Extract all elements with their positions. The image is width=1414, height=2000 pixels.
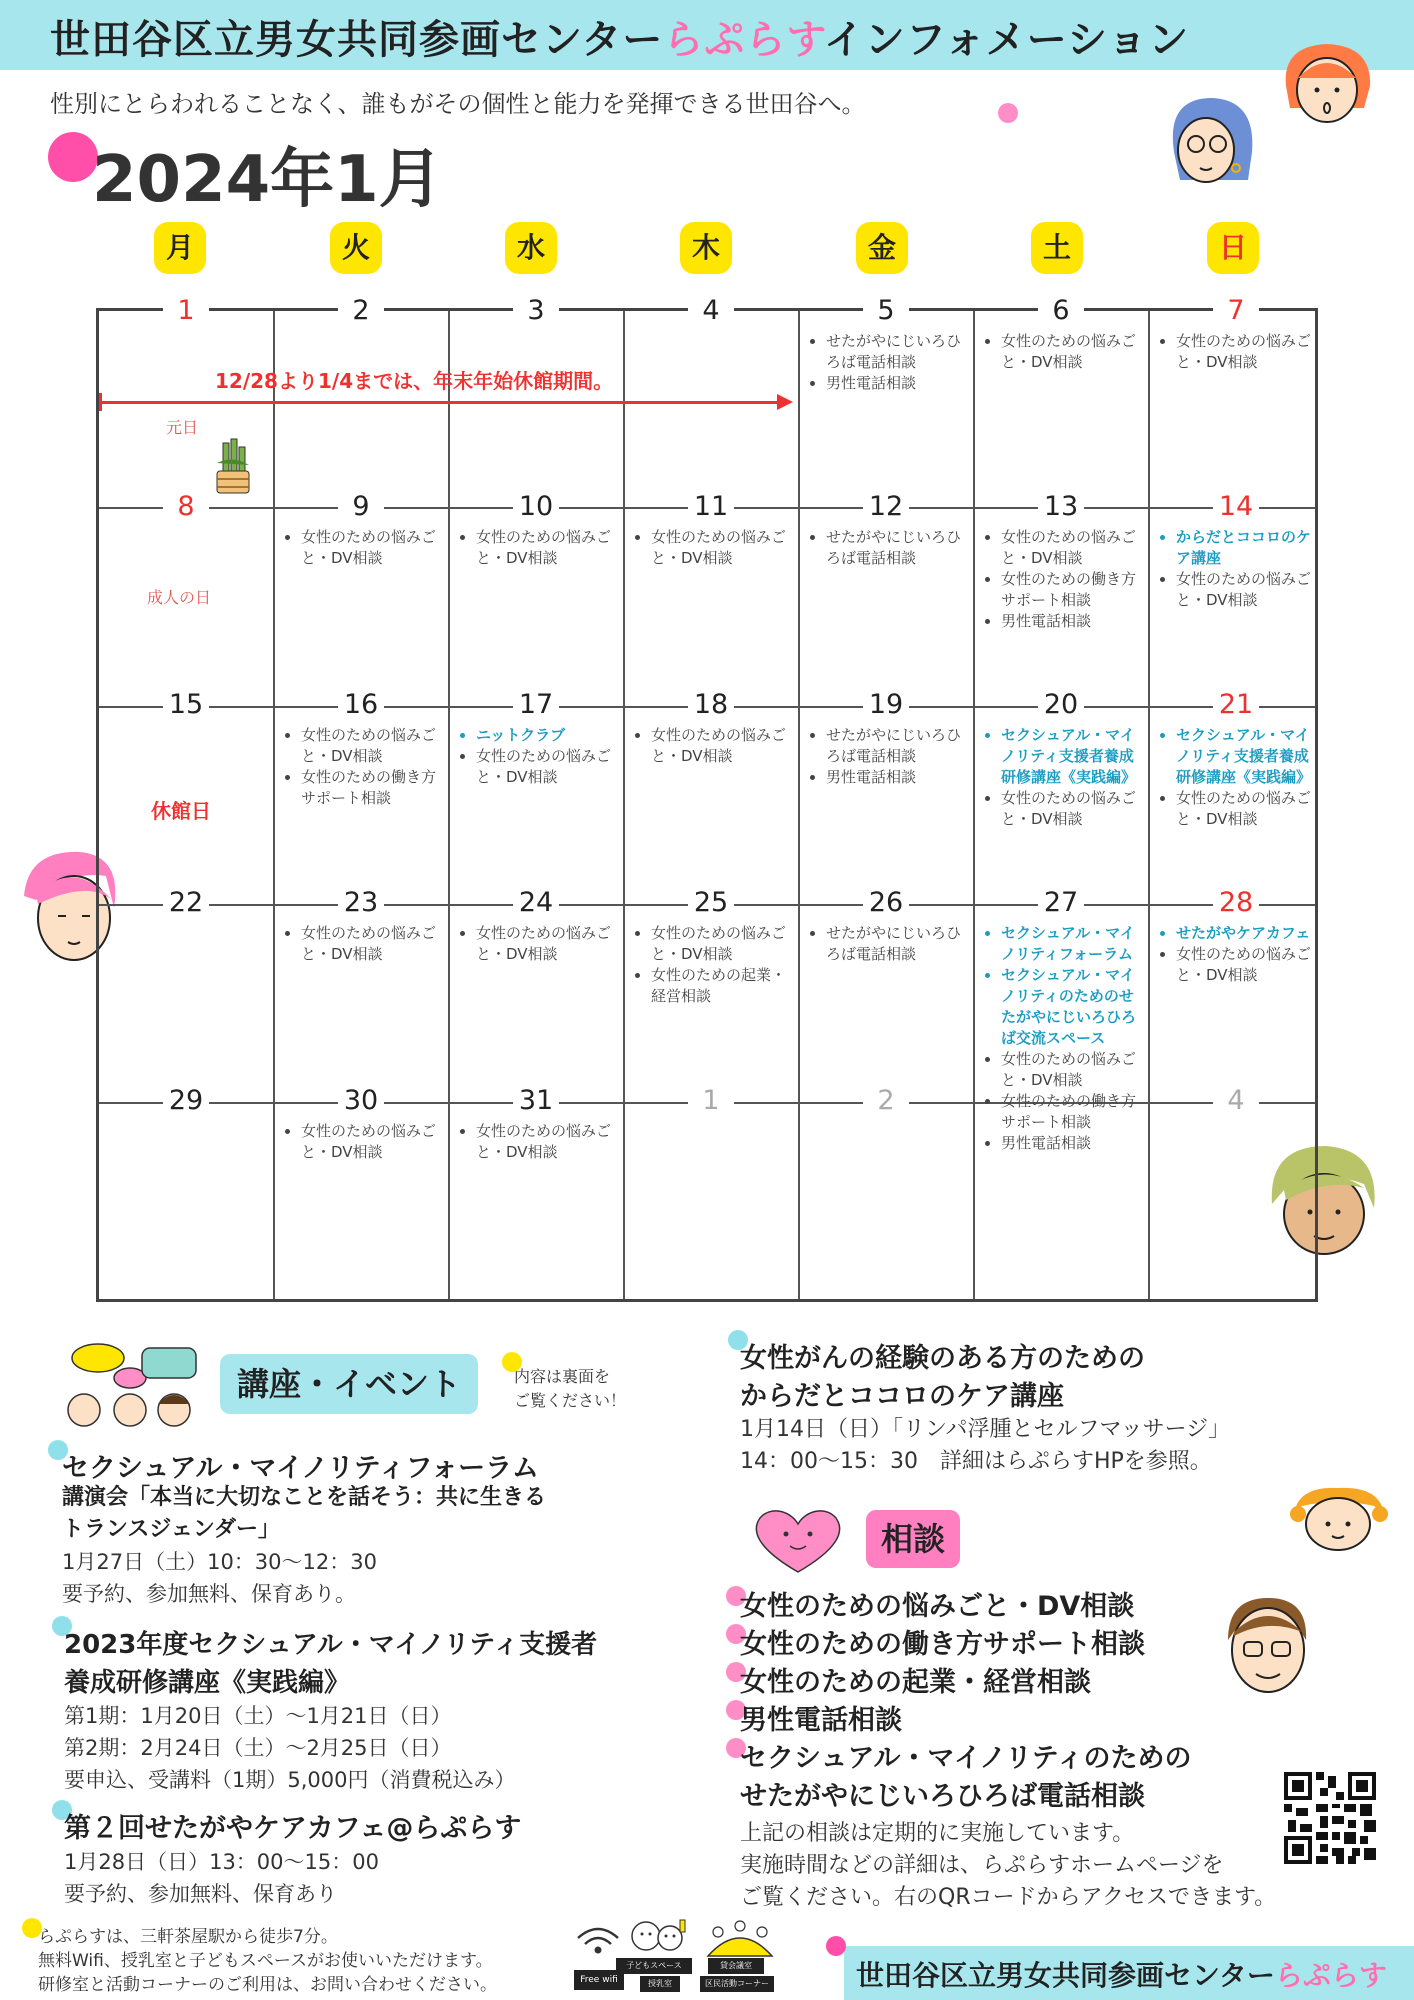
speech-bubbles-icon — [64, 1342, 204, 1432]
cell-events-21: • セクシュアル・マイノリティ支援者養成研修講座《実践編》 • 女性のための悩みごと・DV相談 — [1159, 725, 1317, 830]
event-2-line-2: 第2期：2月24日（土）～2月25日（日） — [64, 1736, 452, 1760]
face-brown-hair-glasses-icon — [1222, 1594, 1312, 1698]
date-feb-2: 2 — [863, 1085, 909, 1117]
consult-item-6: せたがやにじいろひろば電話相談 — [740, 1781, 1145, 1812]
weekday-thu: 木 — [680, 222, 732, 274]
closure-arrow — [99, 401, 779, 404]
weekday-wed: 水 — [505, 222, 557, 274]
face-orange-hair-icon — [1272, 38, 1382, 128]
date-6: 6 — [1038, 295, 1084, 327]
event-4-title-1: 女性がんの経験のある方のための — [740, 1343, 1145, 1374]
consult-note-1: 上記の相談は定期的に実施しています。 — [740, 1821, 1135, 1846]
cell-events-7: • 女性のための悩みごと・DV相談 — [1159, 331, 1319, 373]
cell-events-14: • からだとココロのケア講座 • 女性のための悩みごと・DV相談 — [1159, 527, 1317, 611]
free-wifi-label: Free wifi — [574, 1970, 624, 1990]
consult-item-2: 女性のための働き方サポート相談 — [740, 1629, 1145, 1660]
date-24: 24 — [513, 887, 559, 919]
consult-note-3: ご覧ください。右のQRコードからアクセスできます。 — [740, 1885, 1277, 1910]
date-14: 14 — [1213, 491, 1259, 523]
cell-events-23: • 女性のための悩みごと・DV相談 — [284, 923, 446, 965]
footer-center-name: 世田谷区立男女共同参画センターらぷらす — [856, 1959, 1387, 1992]
cell-events-27: • セクシュアル・マイノリティフォーラム • セクシュアル・マイノリティのためのせたがやにじいろひろば交流スペース • 女性のための悩みごと・DV相談 • 女性のための働き方サポート相談 • 男性電話相談 — [984, 923, 1146, 1154]
weekday-tue: 火 — [330, 222, 382, 274]
event-1-line-4: 要予約、参加無料、保育あり。 — [62, 1582, 356, 1606]
event-4-line-2: 14：00～15：30 詳細はらぷらすHPを参照。 — [740, 1449, 1212, 1474]
nursing-room-label: 授乳室 — [640, 1976, 680, 1992]
consult-note-2: 実施時間などの詳細は、らぷらすホームページを — [740, 1853, 1224, 1878]
wifi-icon — [574, 1924, 622, 1956]
date-3: 3 — [513, 295, 559, 327]
date-7: 7 — [1213, 295, 1259, 327]
event-1-title: セクシュアル・マイノリティフォーラム — [62, 1453, 539, 1484]
date-13: 13 — [1038, 491, 1084, 523]
cell-events-12: • せたがやにじいろひろば電話相談 — [809, 527, 969, 569]
cell-events-28: • せたがやケアカフェ • 女性のための悩みごと・DV相談 — [1159, 923, 1317, 986]
consult-item-3: 女性のための起業・経営相談 — [740, 1667, 1091, 1698]
cell-events-6: • 女性のための悩みごと・DV相談 — [984, 331, 1144, 373]
cell-events-16: • 女性のための悩みごと・DV相談 • 女性のための働き方サポート相談 — [284, 725, 446, 809]
month-heading: 2024年1月 — [92, 143, 443, 217]
date-29: 29 — [163, 1085, 209, 1117]
date-21: 21 — [1213, 689, 1259, 721]
date-27: 27 — [1038, 887, 1084, 919]
cell-events-19: • せたがやにじいろひろば電話相談 • 男性電話相談 — [809, 725, 969, 788]
date-23: 23 — [338, 887, 384, 919]
event-2-line-3: 要申込、受講料（1期）5,000円（消費税込み） — [64, 1768, 516, 1792]
event-3-line-2: 要予約、参加無料、保育あり — [64, 1882, 337, 1906]
cell-events-10: • 女性のための悩みごと・DV相談 — [459, 527, 621, 569]
weekday-sun: 日 — [1207, 222, 1259, 274]
date-12: 12 — [863, 491, 909, 523]
qr-code-icon[interactable] — [1284, 1772, 1376, 1864]
face-blue-hair-glasses-icon — [1160, 92, 1260, 192]
calendar-grid — [96, 295, 1318, 1302]
access-line-2: 無料Wifi、授乳室と子どもスペースがお使いいただけます。 — [38, 1951, 493, 1971]
weekday-mon: 月 — [154, 222, 206, 274]
event-4-title-2: からだとココロのケア講座 — [740, 1381, 1064, 1412]
date-10: 10 — [513, 491, 559, 523]
event-4-line-1: 1月14日（日）「リンパ浮腫とセルフマッサージ」 — [740, 1417, 1231, 1442]
date-1: 1 — [163, 295, 209, 327]
events-note-2: ご覧ください！ — [514, 1391, 627, 1410]
cell-events-13: • 女性のための悩みごと・DV相談 • 女性のための働き方サポート相談 • 男性電話相談 — [984, 527, 1146, 632]
date-9: 9 — [338, 491, 384, 523]
kids-space-label: 子どもスペース — [616, 1958, 692, 1974]
access-line-1: らぷらすは、三軒茶屋駅から徒歩7分。 — [38, 1927, 338, 1947]
cell-events-11: • 女性のための悩みごと・DV相談 — [634, 527, 796, 569]
meeting-room-label: 貸会議室 — [708, 1958, 764, 1974]
event-1-line-1: 講演会「本当に大切なことを話そう：共に生きる — [62, 1485, 547, 1510]
date-2: 2 — [338, 295, 384, 327]
heart-face-icon — [746, 1506, 850, 1576]
event-3-line-1: 1月28日（日）13：00～15：00 — [64, 1850, 379, 1874]
consult-item-4: 男性電話相談 — [740, 1705, 902, 1736]
cell-events-5: • せたがやにじいろひろば電話相談 • 男性電話相談 — [809, 331, 969, 394]
newyear-label: 元日 — [166, 418, 199, 437]
date-19: 19 — [863, 689, 909, 721]
cell-events-24: • 女性のための悩みごと・DV相談 — [459, 923, 621, 965]
date-25: 25 — [688, 887, 734, 919]
cell-events-17: • ニットクラブ • 女性のための悩みごと・DV相談 — [459, 725, 621, 788]
cell-events-18: • 女性のための悩みごと・DV相談 — [634, 725, 796, 767]
tagline: 性別にとらわれることなく、誰もがその個性と能力を発揮できる世田谷へ。 — [50, 90, 866, 118]
date-20: 20 — [1038, 689, 1084, 721]
arrow-head-icon — [777, 394, 793, 410]
month-dot — [48, 132, 98, 182]
date-4: 4 — [688, 295, 734, 327]
consult-item-5: セクシュアル・マイノリティのための — [740, 1743, 1192, 1774]
cell-events-26: • せたがやにじいろひろば電話相談 — [809, 923, 969, 965]
closure-notice: 12/28より1/4までは、年末年始休館期間。 — [215, 369, 614, 393]
event-2-line-1: 第1期：1月20日（土）～1月21日（日） — [64, 1704, 452, 1728]
date-18: 18 — [688, 689, 734, 721]
access-line-3: 研修室と活動コーナーのご利用は、お問い合わせください。 — [38, 1975, 497, 1995]
event-3-title: 第２回せたがやケアカフェ@らぷらす — [64, 1813, 522, 1844]
date-feb-1: 1 — [688, 1085, 734, 1117]
cell-events-20: • セクシュアル・マイノリティ支援者養成研修講座《実践編》 • 女性のための悩みごと・DV相談 — [984, 725, 1146, 830]
date-8: 8 — [163, 491, 209, 523]
consult-badge: 相談 — [866, 1510, 960, 1568]
cell-events-30: • 女性のための悩みごと・DV相談 — [284, 1121, 446, 1163]
date-5: 5 — [863, 295, 909, 327]
date-17: 17 — [513, 689, 559, 721]
cell-events-25: • 女性のための悩みごと・DV相談 • 女性のための起業・経営相談 — [634, 923, 796, 1007]
event-1-line-2: トランスジェンダー」 — [62, 1517, 281, 1542]
date-26: 26 — [863, 887, 909, 919]
decor-dot — [826, 1936, 846, 1956]
closed-day-label: 休館日 — [151, 799, 211, 823]
activity-corner-label: 区民活動コーナー — [700, 1976, 774, 1992]
date-15: 15 — [163, 689, 209, 721]
meeting-room-icon — [700, 1918, 780, 1958]
date-22: 22 — [163, 887, 209, 919]
kadomatsu-icon — [213, 437, 253, 497]
cell-events-9: • 女性のための悩みごと・DV相談 — [284, 527, 446, 569]
event-2-title-2: 養成研修講座《実践編》 — [64, 1668, 351, 1698]
date-16: 16 — [338, 689, 384, 721]
date-28: 28 — [1213, 887, 1259, 919]
coming-of-age-label: 成人の日 — [147, 588, 212, 607]
events-note-1: 内容は裏面を — [514, 1367, 611, 1386]
date-30: 30 — [338, 1085, 384, 1117]
decor-dot — [998, 103, 1018, 123]
date-31: 31 — [513, 1085, 559, 1117]
consult-item-1: 女性のための悩みごと・DV相談 — [740, 1591, 1135, 1622]
event-1-line-3: 1月27日（土）10：30～12：30 — [62, 1550, 377, 1574]
cell-events-31: • 女性のための悩みごと・DV相談 — [459, 1121, 621, 1163]
kids-space-icon — [630, 1916, 686, 1956]
events-badge: 講座・イベント — [220, 1354, 478, 1414]
date-feb-4: 4 — [1213, 1085, 1259, 1117]
face-child-orange-hair-icon — [1288, 1484, 1388, 1554]
page-title: 世田谷区立男女共同参画センターらぷらすインフォメーション — [50, 17, 1190, 63]
event-2-title-1: 2023年度セクシュアル・マイノリティ支援者 — [64, 1630, 598, 1660]
weekday-sat: 土 — [1031, 222, 1083, 274]
date-11: 11 — [688, 491, 734, 523]
weekday-fri: 金 — [856, 222, 908, 274]
